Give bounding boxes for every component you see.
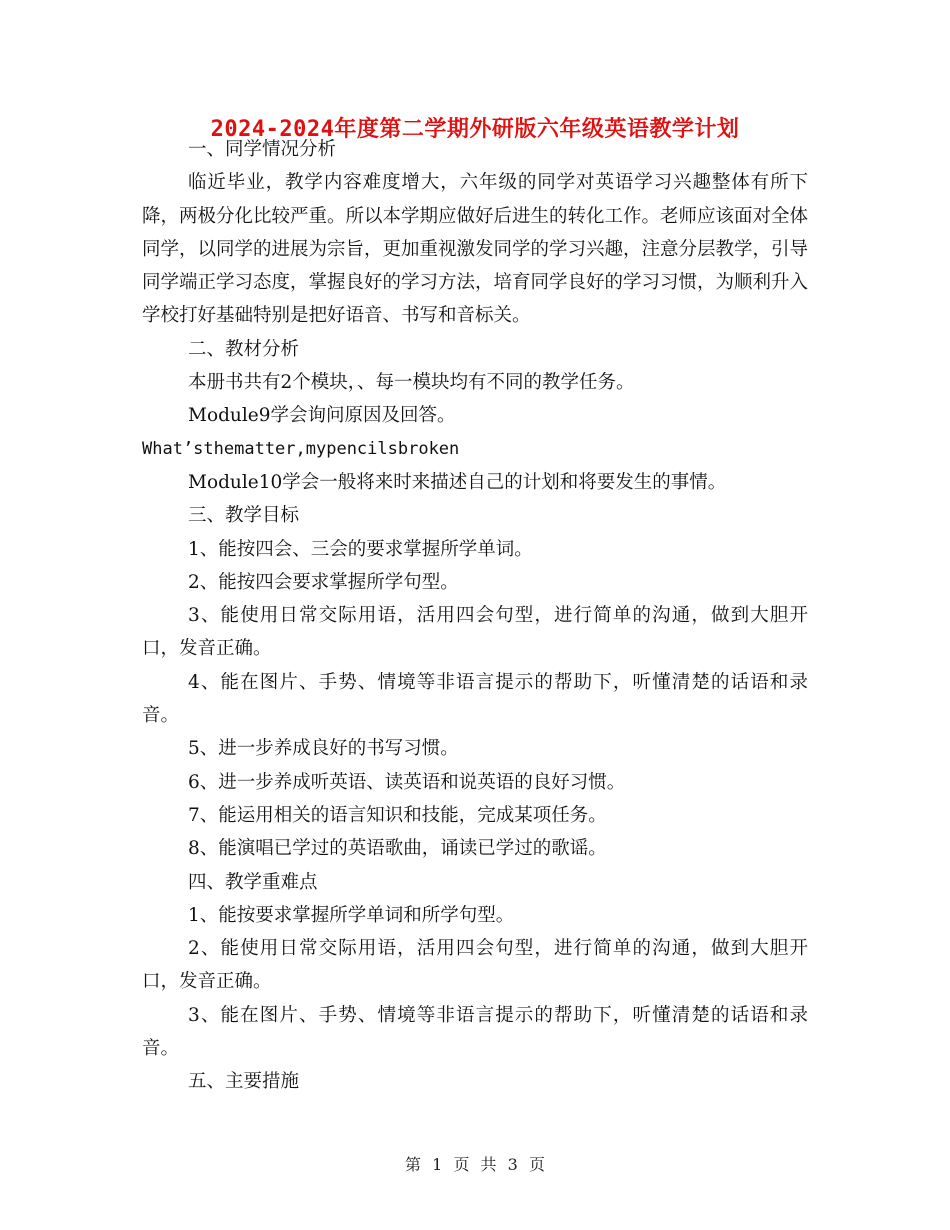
section-heading: 三、教学目标: [188, 505, 300, 527]
document-body: [142, 133, 808, 1099]
list-item: 3、能在图片、手势、情境等非语言提示的帮助下，听懂清楚的话语和录音。: [142, 1004, 808, 1060]
list-item: 1、能按要求掌握所学单词和所学句型。: [188, 904, 515, 926]
list-item: 6、进一步养成听英语、读英语和说英语的良好习惯。: [188, 771, 626, 793]
section-heading: 二、教材分析: [188, 338, 300, 360]
list-item: 7、能运用相关的语言知识和技能，完成某项任务。: [188, 804, 607, 826]
total-pages-number: 3: [507, 1155, 518, 1174]
paragraph: Module10学会一般将来时来描述自己的计划和将要发生的事情。: [188, 471, 727, 493]
paragraph: Module9学会询问原因及回答。: [188, 405, 456, 427]
list-item: 1、能按四会、三会的要求掌握所学单词。: [188, 538, 533, 560]
current-page-number: 1: [432, 1155, 443, 1174]
footer-page-label: 页: [453, 1155, 470, 1174]
page-footer: [0, 1152, 950, 1175]
document-title: 2024-2024年度第二学期外研版六年级英语教学计划: [210, 117, 740, 142]
list-item: 3、能使用日常交际用语，活用四会句型，进行简单的沟通，做到大胆开口，发音正确。: [142, 605, 808, 660]
paragraph: 本册书共有2个模块，、每一模块均有不同的教学任务。: [188, 372, 635, 394]
list-item: 2、能使用日常交际用语，活用四会句型，进行简单的沟通，做到大胆开口，发音正确。: [142, 938, 808, 993]
list-item: 4、能在图片、手势、情境等非语言提示的帮助下，听懂清楚的话语和录音。: [142, 671, 808, 727]
list-item: 8、能演唱已学过的英语歌曲，诵读已学过的歌谣。: [188, 838, 607, 860]
section-heading: 四、教学重难点: [188, 871, 318, 893]
footer-prefix: 第: [405, 1155, 422, 1174]
paragraph-english-sentence: What’sthematter,mypencilsbroken: [142, 438, 460, 459]
footer-suffix: 页: [528, 1155, 545, 1174]
paragraph: 临近毕业，教学内容难度增大，六年级的同学对英语学习兴趣整体有所下降，两极分化比较严重。所以本学期应做好后进生的转化工作。老师应该面对全体同学，以同学的进展为宗旨，更加重视激发同学的学习兴趣，注意分层教学，引导同学端正学习态度，掌握良好的学习方法，培育同学良好的学习习惯，为顺利升入学校打好基础特别是把好语音、书写和音标关。: [142, 172, 809, 327]
section-heading: 一、同学情况分析: [188, 139, 337, 160]
list-item: 2、能按四会要求掌握所学句型。: [188, 571, 459, 593]
footer-total-label: 共: [480, 1155, 497, 1174]
list-item: 5、进一步养成良好的书写习惯。: [188, 738, 459, 760]
section-heading: 五、主要措施: [188, 1071, 300, 1093]
